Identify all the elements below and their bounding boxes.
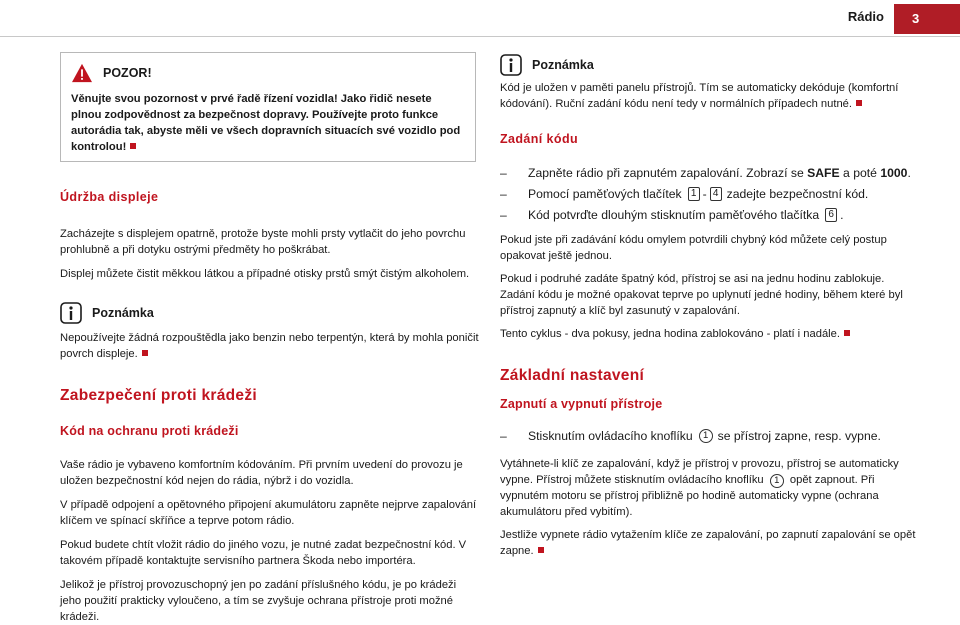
note-title: Poznámka: [92, 306, 154, 320]
theft-protection-heading: Zabezpečení proti krádeži: [60, 387, 257, 404]
code-entry-paragraph-2: Pokud i podruhé zadáte špatný kód, přístroj se asi na jednu hodinu zablokuje. Zadání kódu je možné opakovat teprve po uplynutí jedné hodiny, během které byl přístroj zapnutý a klíč byl zasunutý v zapalování.: [500, 273, 903, 317]
step-text: zadejte bezpečnostní kód.: [726, 186, 869, 201]
end-square-icon: [856, 100, 862, 106]
power-paragraph-1: [500, 456, 920, 520]
end-square-icon: [142, 350, 148, 356]
section-title: Rádio: [847, 9, 884, 24]
step-item: – Stisknutím ovládacího knoflíku 1 se přístroj zapne, resp. vypne.: [500, 428, 881, 443]
warning-box: [60, 52, 476, 162]
note-header: [60, 302, 480, 324]
header-divider: [0, 36, 960, 37]
display-care-paragraph-1: Zacházejte s displejem opatrně, protože byste mohli prsty vytlačit do jeho povrchu prohlubně a při dotyku ostrými předměty ho poškrábat.: [60, 228, 466, 256]
step-text: Pomocí paměťových tlačítek: [528, 186, 682, 201]
theft-code-subheading: Kód na ochranu proti krádeži: [60, 424, 239, 438]
end-square-icon: [130, 143, 136, 149]
paragraph-text: opět zapnout. Při vypnutém motoru se přístroj přibližně po hodině automaticky vypne (ochrana akumulátoru před vybitím).: [500, 474, 879, 518]
theft-paragraph-2: V případě odpojení a opětovného připojení akumulátoru zapněte nejprve zapalování klíčem ve spínací skříňce a teprve potom rádio.: [60, 499, 477, 527]
page-number: 3: [894, 4, 960, 34]
theft-paragraph-3: Pokud budete chtít vložit rádio do jiného vozu, je nutné zadat bezpečnostní kód. V takovém případě kontaktujte servisního partnera Škoda nebo importéra.: [60, 539, 467, 567]
code-entry-heading: Zadání kódu: [500, 132, 579, 146]
step-item: – Pomocí paměťových tlačítek 1 - 4 zadejte bezpečnostní kód.: [500, 186, 869, 201]
display-safe-text: SAFE: [807, 165, 840, 180]
code-entry-paragraph-1: Pokud jste při zadávání kódu omylem potvrdili chybný kód můžete celý postup opakovat ještě jednou.: [500, 234, 887, 262]
note-title: Poznámka: [532, 58, 594, 72]
display-care-paragraph-2: Displej můžete čistit měkkou látkou a případné otisky prstů smýt čistým alkoholem.: [60, 268, 470, 280]
step-text: se přístroj zapne, resp. vypne.: [717, 428, 881, 443]
control-knob-1-icon: 1: [699, 429, 713, 443]
info-icon: [60, 302, 82, 324]
memory-key-4-icon: 4: [710, 187, 722, 201]
code-entry-steps: [500, 162, 920, 225]
memory-key-1-icon: 1: [688, 187, 700, 201]
power-subheading: Zapnutí a vypnutí přístroje: [500, 397, 663, 411]
note-header: [500, 54, 920, 76]
step-text: Kód potvrďte dlouhým stisknutím paměťového tlačítka: [528, 207, 820, 222]
code-entry-paragraph-3: Tento cyklus - dva pokusy, jedna hodina zablokováno - platí i nadále.: [500, 328, 840, 340]
step-item: – Kód potvrďte dlouhým stisknutím paměťového tlačítka 6 .: [500, 207, 844, 222]
note-text: Kód je uložen v paměti panelu přístrojů. Tím se automaticky dekóduje (komfortní kódování). Ruční zadání kódu není tedy v normálních případech nutné.: [500, 82, 899, 110]
end-square-icon: [538, 547, 544, 553]
warning-triangle-icon: [71, 63, 93, 83]
display-code-text: 1000: [880, 165, 908, 180]
step-text: .: [840, 207, 844, 222]
paragraph-text: Vytáhnete-li klíč ze zapalování, když je přístroj v provozu, přístroj se automaticky vypne. Přístroj můžete stisknutím ovládacího knoflíku: [500, 458, 899, 486]
warning-text: Věnujte svou pozornost v prvé řadě řízení vozidla! Jako řidič nesete plnou zodpovědnost za bezpečnost dopravy. Používejte proto funkce autorádia tak, abyste měli ve všech dopravních situacích své vozidlo pod kontrolou!: [71, 93, 461, 153]
theft-paragraph-4: Jelikož je přístroj provozuschopný jen po zadání příslušného kódu, je po krádeži jeho použití prakticky vyloučeno, a tím se zvyšuje ochrana přístroje proti možné krádeži.: [60, 579, 457, 623]
right-column: [500, 54, 920, 559]
control-knob-1-icon: 1: [770, 474, 784, 488]
warning-title: POZOR!: [103, 66, 152, 80]
step-separator: -: [702, 186, 707, 201]
note-text: Nepoužívejte žádná rozpouštědla jako benzin nebo terpentýn, která by mohla poničit povrch displeje.: [60, 332, 479, 360]
step-item: – Zapněte rádio při zapnutém zapalování. Zobrazí se SAFE a poté 1000.: [500, 165, 911, 180]
step-text: Stisknutím ovládacího knoflíku: [528, 428, 693, 443]
end-square-icon: [844, 330, 850, 336]
memory-key-6-icon: 6: [825, 208, 837, 222]
display-care-heading: Údržba displeje: [60, 190, 159, 204]
info-icon: [500, 54, 522, 76]
step-text: Zapněte rádio při zapnutém zapalování. Zobrazí se: [528, 165, 808, 180]
basic-settings-heading: Základní nastavení: [500, 367, 645, 384]
left-column: [60, 52, 480, 625]
theft-paragraph-1: Vaše rádio je vybaveno komfortním kódováním. Při prvním uvedení do provozu je uložen bezpečnostní kód nejen do rádia, nýbrž i do vozidla.: [60, 459, 463, 487]
step-text: .: [907, 165, 911, 180]
power-paragraph-2: Jestliže vypnete rádio vytažením klíče ze zapalování, po zapnutí zapalování se opět zapne.: [500, 529, 916, 557]
step-text: a poté: [839, 165, 881, 180]
